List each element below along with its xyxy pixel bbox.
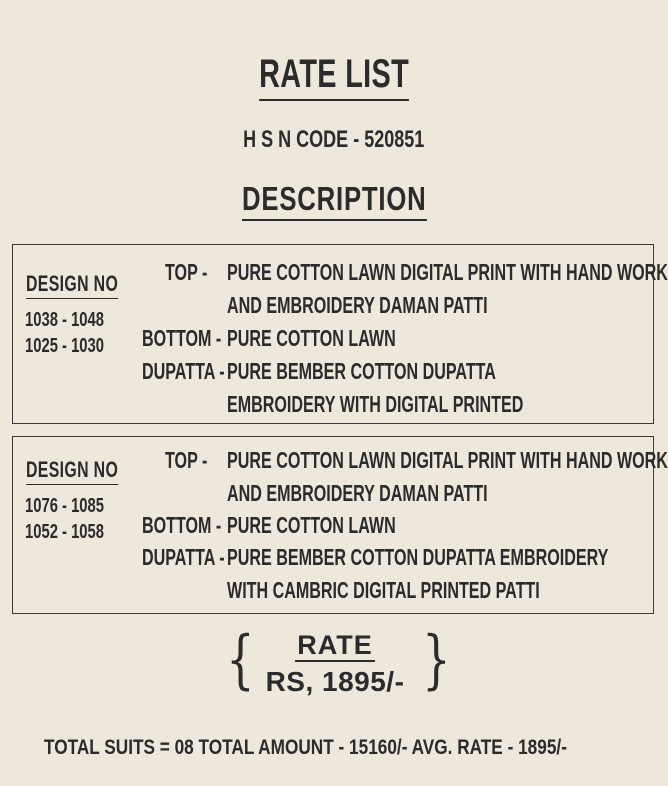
design-range: 1076 - 1085 — [25, 495, 105, 517]
design-no-label: DESIGN NO — [26, 457, 118, 485]
dupatta-label: DUPATTA - — [142, 544, 225, 570]
top-label: TOP - — [165, 447, 208, 473]
bottom-label: BOTTOM - — [142, 512, 222, 538]
right-brace: } — [422, 623, 451, 697]
design-range: 1038 - 1048 — [25, 309, 105, 331]
design-box-2 — [12, 436, 668, 614]
totals-line: TOTAL SUITS = 08 TOTAL AMOUNT - 15160/- AVG. RATE - 1895/- — [44, 736, 567, 759]
dupatta-desc-line: PURE BEMBER COTTON DUPATTA — [227, 358, 496, 384]
rate-label — [220, 630, 450, 661]
rate-block — [220, 623, 451, 702]
design-range: 1052 - 1058 — [25, 521, 105, 543]
title-text: RATE LIST — [259, 52, 409, 101]
rate-label-text: RATE — [297, 630, 373, 660]
bottom-desc-line: PURE COTTON LAWN — [227, 512, 396, 538]
bottom-desc-line: PURE COTTON LAWN — [227, 325, 396, 351]
design-range: 1025 - 1030 — [25, 335, 105, 357]
top-label: TOP - — [165, 259, 208, 285]
left-brace: { — [226, 623, 255, 697]
hsn-code — [0, 126, 668, 154]
top-desc-line: AND EMBROIDERY DAMAN PATTI — [227, 480, 488, 506]
design-no-label: DESIGN NO — [26, 271, 118, 299]
top-desc-line: PURE COTTON LAWN DIGITAL PRINT WITH HAND WORK — [227, 447, 668, 473]
design-box-1 — [12, 244, 668, 424]
bottom-label: BOTTOM - — [142, 325, 222, 351]
dupatta-desc-line: WITH CAMBRIC DIGITAL PRINTED PATTI — [227, 577, 540, 603]
description-heading-text: DESCRIPTION — [242, 180, 426, 221]
dupatta-desc-line: PURE BEMBER COTTON DUPATTA EMBROIDERY — [227, 544, 609, 570]
hsn-code-text: H S N CODE - 520851 — [243, 126, 425, 153]
rate-value: RS, 1895/- — [265, 666, 405, 697]
dupatta-desc-line: EMBROIDERY WITH DIGITAL PRINTED — [227, 391, 524, 417]
description-heading — [0, 180, 668, 221]
dupatta-label: DUPATTA - — [142, 358, 225, 384]
top-desc-line: AND EMBROIDERY DAMAN PATTI — [227, 292, 488, 318]
top-desc-line: PURE COTTON LAWN DIGITAL PRINT WITH HAND WORK — [227, 259, 668, 285]
page-title — [0, 52, 668, 101]
